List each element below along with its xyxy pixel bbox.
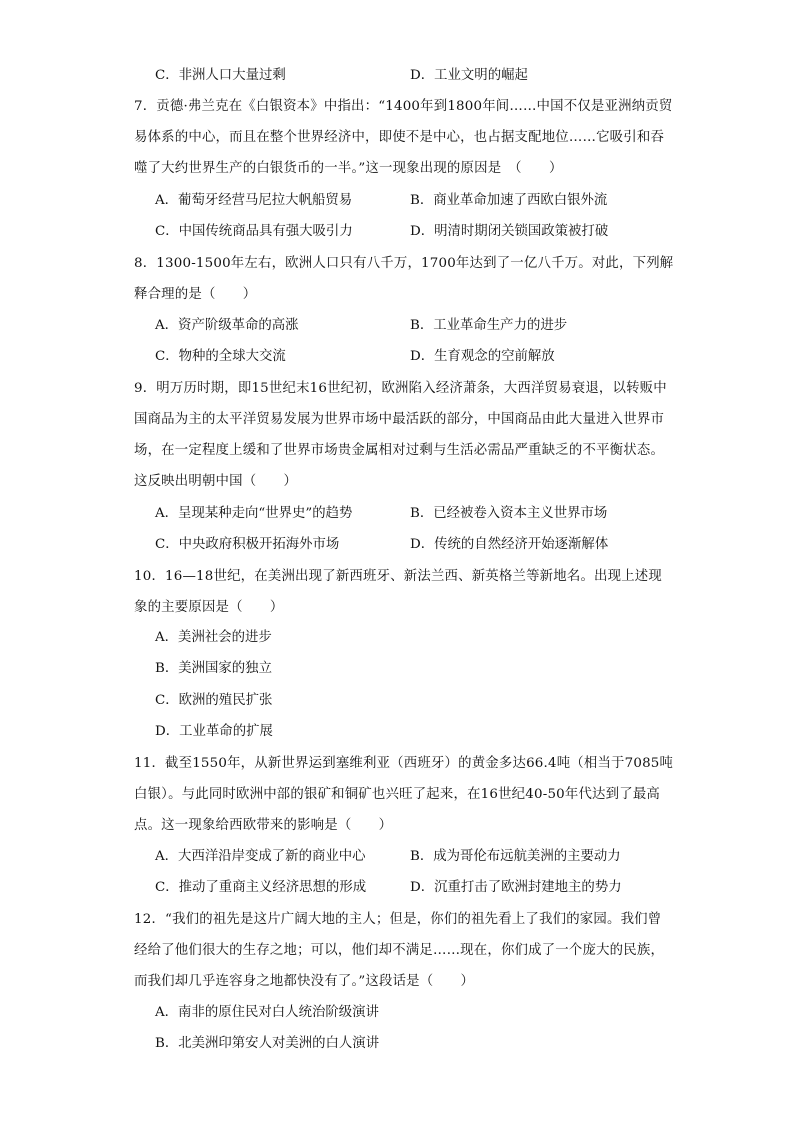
option-b-q7: B．商业革命加速了西欧白银外流 xyxy=(410,193,608,208)
option-d-q6: D．工业文明的崛起 xyxy=(410,68,528,83)
option-c-q10: C．欧洲的殖民扩张 xyxy=(155,693,273,708)
option-d-q10: D．工业革命的扩展 xyxy=(155,724,273,739)
option-b-q9: B．已经被卷入资本主义世界市场 xyxy=(410,506,608,521)
question-7-stem: 7．贡德·弗兰克在《白银资本》中指出：“1400年到1800年间……中国不仅是亚洲纳贡贸易体系的中心，而且在整个世界经济中，即使不是中心，也占据支配地位……它吸引和吞噬了大约世界生产的白银货币的一半。”这一现象出现的原因是 （ ） xyxy=(134,99,673,176)
option-a-q9: A．呈现某种走向“世界史”的趋势 xyxy=(155,506,353,521)
option-a-q10: A．美洲社会的进步 xyxy=(155,630,272,645)
question-12-stem: 12．“我们的祖先是这片广阔大地的主人；但是，你们的祖先看上了我们的家园。我们曾经给了他们很大的生存之地；可以，他们却不满足……现在，你们成了一个庞大的民族，而我们却几乎连容身之地都快没有了。”这段话是（ ） xyxy=(134,912,665,989)
option-c-q9: C．中央政府积极开拓海外市场 xyxy=(155,537,340,552)
option-d-q11: D．沉重打击了欧洲封建地主的势力 xyxy=(410,880,622,895)
option-a-q8: A．资产阶级革命的高涨 xyxy=(155,318,299,333)
option-c-q7: C．中国传统商品具有强大吸引力 xyxy=(155,224,353,239)
option-b-q11: B．成为哥伦布远航美洲的主要动力 xyxy=(410,849,621,864)
question-8-stem: 8．1300-1500年左右，欧洲人口只有八千万，1700年达到了一亿八千万。对此，下列解释合理的是（ ） xyxy=(134,256,674,302)
option-a-q12: A．南非的原住民对白人统治阶级演讲 xyxy=(155,1005,379,1020)
option-c-q11: C．推动了重商主义经济思想的形成 xyxy=(155,880,367,895)
option-c-q6: C．非洲人口大量过剩 xyxy=(155,68,286,83)
option-c-q8: C．物种的全球大交流 xyxy=(155,349,286,364)
question-10-stem: 10．16—18世纪，在美洲出现了新西班牙、新法兰西、新英格兰等新地名。出现上述现象的主要原因是（ ） xyxy=(134,569,662,615)
option-b-q10: B．美洲国家的独立 xyxy=(155,661,272,676)
option-d-q7: D．明清时期闭关锁国政策被打破 xyxy=(410,224,609,239)
option-a-q7: A．葡萄牙经营马尼拉大帆船贸易 xyxy=(155,193,353,208)
question-9-stem: 9．明万历时期，即15世纪末16世纪初，欧洲陷入经济萧条，大西洋贸易衰退，以转贩中国商品为主的太平洋贸易发展为世界市场中最活跃的部分，中国商品由此大量进入世界市场，在一定程度上缓和了世界市场贵金属相对过剩与生活必需品严重缺乏的不平衡状态。这反映出明朝中国（ ） xyxy=(134,381,667,489)
option-d-q9: D．传统的自然经济开始逐渐解体 xyxy=(410,537,609,552)
option-d-q8: D．生育观念的空前解放 xyxy=(410,349,555,364)
option-b-q8: B．工业革命生产力的进步 xyxy=(410,318,568,333)
question-11-stem: 11．截至1550年，从新世界运到塞维利亚（西班牙）的黄金多达66.4吨（相当于7085吨白银）。与此同时欧洲中部的银矿和铜矿也兴旺了起来，在16世纪40-50年代达到了最高点。这一现象给西欧带来的影响是（ ） xyxy=(134,756,674,833)
option-b-q12: B．北美洲印第安人对美洲的白人演讲 xyxy=(155,1036,380,1051)
option-a-q11: A．大西洋沿岸变成了新的商业中心 xyxy=(155,849,366,864)
